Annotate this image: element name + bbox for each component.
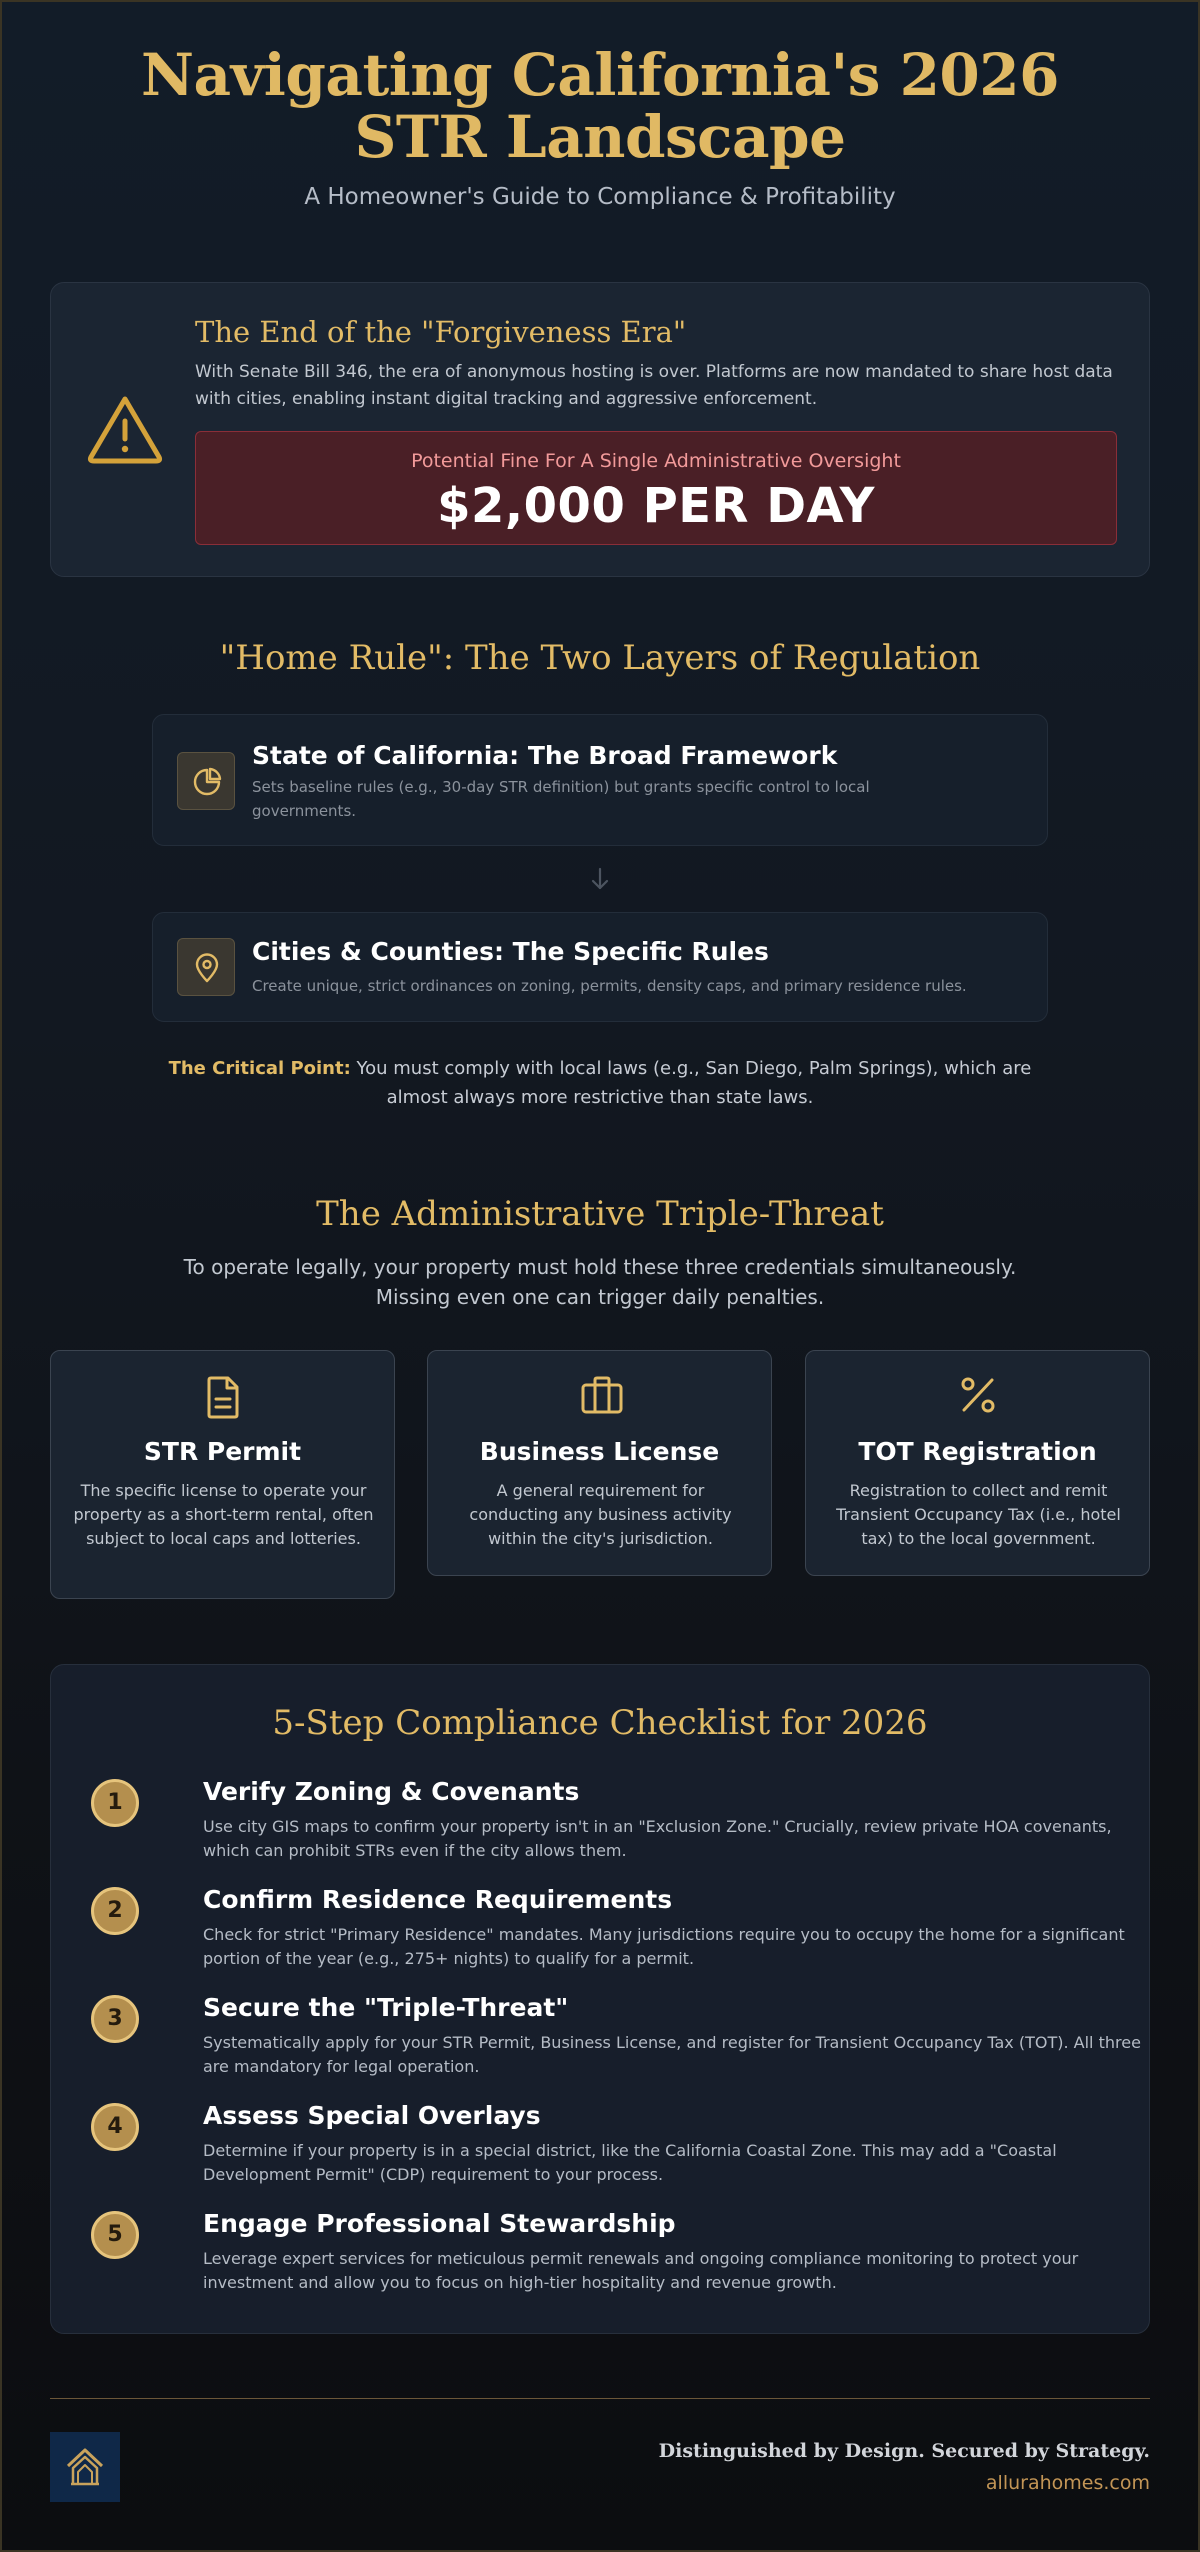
layer-title-local: Cities & Counties: The Specific Rules bbox=[252, 937, 769, 966]
page-title: Navigating California's 2026 STR Landscape bbox=[140, 41, 1060, 171]
critical-point-lead: The Critical Point: bbox=[168, 1058, 351, 1079]
document-icon bbox=[203, 1375, 243, 1419]
footer-website-link[interactable]: allurahomes.com bbox=[985, 2472, 1150, 2494]
critical-point-note bbox=[150, 1054, 1050, 1112]
fine-alert-box bbox=[195, 431, 1117, 545]
step-number-badge: 2 bbox=[91, 1887, 139, 1935]
credential-title: STR Permit bbox=[143, 1437, 302, 1466]
forgiveness-title: The End of the "Forgiveness Era" bbox=[195, 315, 687, 349]
credential-title: TOT Registration bbox=[858, 1437, 1097, 1466]
credential-card-business-license bbox=[427, 1350, 772, 1576]
step-number-badge: 1 bbox=[91, 1779, 139, 1827]
step-title: Confirm Residence Requirements bbox=[203, 1885, 673, 1914]
footer-divider bbox=[50, 2398, 1150, 2399]
step-desc: Check for strict "Primary Residence" mandates. Many jurisdictions require you to occupy the home for a significant portion of the year (e.g., 275+ nights) to qualify for a permit. bbox=[203, 1925, 1125, 1968]
forgiveness-body: With Senate Bill 346, the era of anonymous hosting is over. Platforms are now mandated to share host data with cities, enabling instant digital tracking and aggressive enforcement. bbox=[195, 362, 1113, 409]
compliance-checklist-card bbox=[50, 1664, 1150, 2334]
triple-threat-intro: To operate legally, your property must hold these three credentials simultaneously. Missing even one can trigger daily penalties. bbox=[183, 1255, 1017, 1309]
step-desc: Use city GIS maps to confirm your property isn't in an "Exclusion Zone." Crucially, review private HOA covenants, which can prohibit STRs even if the city allows them. bbox=[203, 1817, 1112, 1860]
arrow-down-icon bbox=[588, 866, 612, 896]
credential-card-tot-registration bbox=[805, 1350, 1150, 1576]
layer-desc-local: Create unique, strict ordinances on zoning, permits, density caps, and primary residence rules. bbox=[252, 977, 967, 995]
layer-card-state bbox=[152, 714, 1048, 846]
warning-triangle-icon bbox=[85, 393, 165, 465]
step-desc: Leverage expert services for meticulous permit renewals and ongoing compliance monitoring to protect your investment and allow you to focus on high-tier hospitality and revenue growth. bbox=[203, 2249, 1079, 2292]
step-title: Engage Professional Stewardship bbox=[203, 2209, 676, 2238]
pie-chart-icon bbox=[177, 752, 235, 810]
critical-point-text: You must comply with local laws (e.g., San Diego, Palm Springs), which are almost always more restrictive than state laws. bbox=[350, 1058, 1032, 1108]
fine-label: Potential Fine For A Single Administrative Oversight bbox=[411, 450, 901, 472]
credential-title: Business License bbox=[479, 1437, 720, 1466]
house-logo-icon bbox=[50, 2432, 120, 2502]
step-title: Verify Zoning & Covenants bbox=[203, 1777, 580, 1806]
layer-desc-state: Sets baseline rules (e.g., 30-day STR definition) but grants specific control to local governments. bbox=[252, 778, 870, 820]
forgiveness-era-card bbox=[50, 282, 1150, 577]
fine-amount: $2,000 PER DAY bbox=[437, 478, 875, 534]
layer-card-local bbox=[152, 912, 1048, 1022]
step-number-badge: 5 bbox=[91, 2211, 139, 2259]
credential-desc: Registration to collect and remit Transient Occupancy Tax (i.e., hotel tax) to the local government. bbox=[836, 1481, 1121, 1548]
checklist-title: 5-Step Compliance Checklist for 2026 bbox=[272, 1703, 928, 1743]
triple-threat-title: The Administrative Triple-Threat bbox=[316, 1194, 884, 1234]
step-title: Assess Special Overlays bbox=[203, 2101, 541, 2130]
step-number-badge: 4 bbox=[91, 2103, 139, 2151]
briefcase-icon bbox=[580, 1375, 624, 1415]
credential-card-str-permit bbox=[50, 1350, 395, 1599]
step-desc: Determine if your property is in a special district, like the California Coastal Zone. This may add a "Coastal Development Permit" (CDP) requirement to your process. bbox=[203, 2141, 1057, 2184]
page-subtitle: A Homeowner's Guide to Compliance & Profitability bbox=[304, 184, 896, 210]
step-desc: Systematically apply for your STR Permit, Business License, and register for Transient Occupancy Tax (TOT). All three are mandatory for legal operation. bbox=[203, 2033, 1141, 2076]
home-rule-title: "Home Rule": The Two Layers of Regulation bbox=[219, 638, 981, 678]
credential-desc: A general requirement for conducting any business activity within the city's jurisdiction. bbox=[469, 1481, 732, 1548]
hero-header bbox=[0, 41, 1200, 210]
step-title: Secure the "Triple-Threat" bbox=[203, 1993, 569, 2022]
map-pin-icon bbox=[177, 938, 235, 996]
footer-tagline: Distinguished by Design. Secured by Strategy. bbox=[658, 2440, 1150, 2462]
credential-desc: The specific license to operate your property as a short-term rental, often subject to local caps and lotteries. bbox=[73, 1481, 374, 1548]
percent-icon bbox=[958, 1375, 998, 1415]
step-number-badge: 3 bbox=[91, 1995, 139, 2043]
layer-title-state: State of California: The Broad Framework bbox=[252, 741, 838, 770]
